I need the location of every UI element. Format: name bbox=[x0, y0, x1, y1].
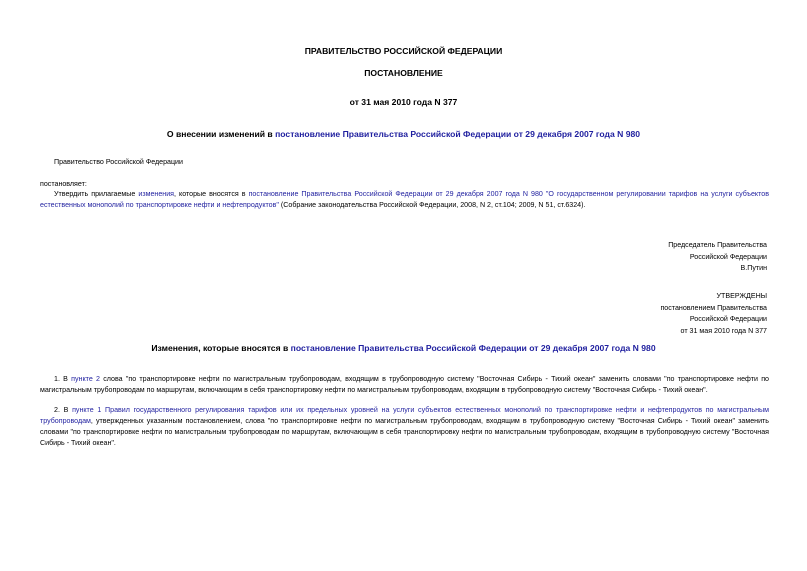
item1-link[interactable]: пункте 2 bbox=[71, 375, 100, 383]
changes-title bbox=[0, 343, 807, 353]
document-title-prefix: О внесении изменений в bbox=[166, 129, 276, 139]
item1-text-b: слова "по транспортировке нефти по магистральным трубопроводам, входящим в трубопроводную систему "Восточная Сибирь - Тихий океан" заменить словами "по транспортировке нефти по магистральным трубопроводам по маршрутам, включающим в себя транспортировку нефти по магистральным трубопроводам, входящим в трубопроводную систему "Восточная Сибирь - Тихий океан". bbox=[40, 375, 769, 394]
signature-line-2: Российской Федерации bbox=[689, 252, 767, 261]
change-item-2 bbox=[40, 405, 769, 449]
approved-line-2: постановлением Правительства bbox=[660, 303, 767, 312]
date-number: от 31 мая 2010 года N 377 bbox=[349, 97, 458, 107]
approve-text-a: Утвердить прилагаемые bbox=[54, 190, 139, 198]
paragraph-approve bbox=[40, 189, 769, 211]
approve-text-b: , которые вносятся в bbox=[174, 190, 249, 198]
decides-text: постановляет: bbox=[40, 180, 87, 188]
document-title-link[interactable]: постановление Правительства Российской Федерации от 29 декабря 2007 года N 980 bbox=[275, 129, 641, 139]
signature-line-3: В.Путин bbox=[740, 264, 767, 272]
changes-link[interactable]: изменения bbox=[138, 190, 174, 198]
document-title bbox=[0, 129, 807, 139]
signature-line-1: Председатель Правительства bbox=[668, 241, 767, 249]
item2-text-b: , утвержденных указанным постановлением, слова "по транспортировке нефти по магистральным трубопроводам, входящим в трубопроводную систему "Восточная Сибирь - Тихий океан" заменить словами "по транспортировке нефти по магистральным трубопроводам по маршрутам, включающим в себя транспортировку нефти по магистральным трубопроводам, входящим в трубопроводную систему "Восточная Сибирь - Тихий океан". bbox=[40, 417, 769, 447]
doc-type-heading: ПОСТАНОВЛЕНИЕ bbox=[364, 68, 443, 78]
signature-block bbox=[668, 240, 767, 275]
approved-line-1: УТВЕРЖДЕНЫ bbox=[716, 292, 767, 300]
government-heading: ПРАВИТЕЛЬСТВО РОССИЙСКОЙ ФЕДЕРАЦИИ bbox=[304, 46, 503, 56]
changes-title-link[interactable]: постановление Правительства Российской Федерации от 29 декабря 2007 года N 980 bbox=[290, 343, 656, 353]
item1-text-a: 1. В bbox=[54, 375, 72, 383]
item2-text-a: 2. В bbox=[54, 406, 73, 414]
changes-title-prefix: Изменения, которые вносятся в bbox=[151, 343, 291, 353]
item2-link[interactable]: пункте 1 Правил государственного регулирования тарифов или их предельных уровней на услуги субъектов естественных монополий по транспортировке нефти и нефтепродуктов по магистральным трубопроводам bbox=[40, 406, 769, 425]
approved-block bbox=[660, 291, 767, 337]
approved-line-4: от 31 мая 2010 года N 377 bbox=[680, 326, 767, 335]
approved-line-3: Российской Федерации bbox=[689, 315, 767, 323]
approve-text-c: (Собрание законодательства Российской Федерации, 2008, N 2, ст.104; 2009, N 51, ст.6324). bbox=[278, 201, 586, 209]
resolution-980-link[interactable]: постановление Правительства Российской Федерации от 29 декабря 2007 года N 980 "О государственном регулировании тарифов на услуги субъектов естественных монополий по транспортировке нефти и нефтепродуктов" bbox=[40, 190, 769, 209]
change-item-1 bbox=[40, 374, 769, 396]
issuer-text: Правительство Российской Федерации bbox=[54, 158, 183, 166]
